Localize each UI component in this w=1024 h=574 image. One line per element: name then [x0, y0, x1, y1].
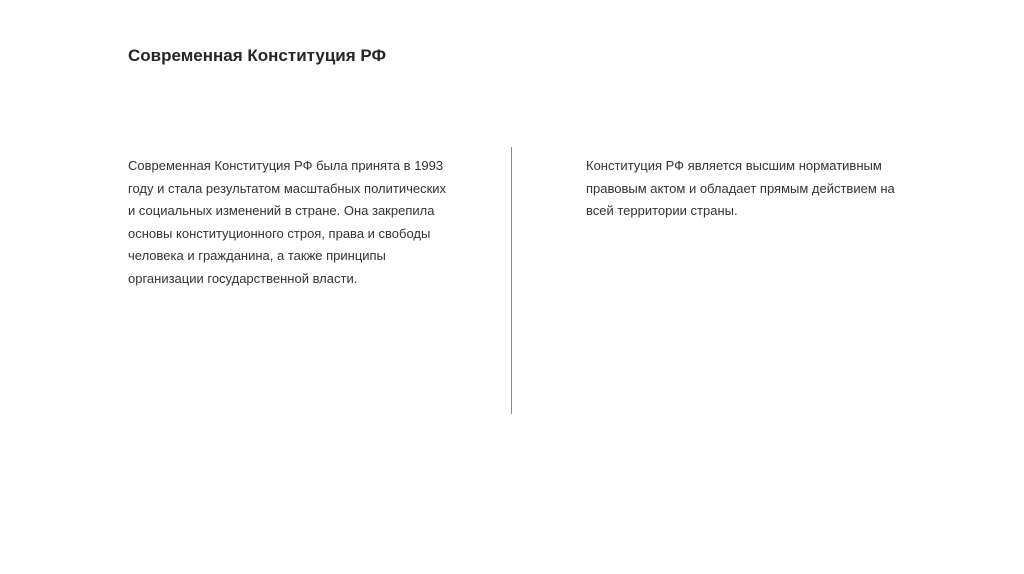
text-line: всей территории страны. — [586, 203, 738, 219]
text-line: Современная Конституция РФ была принята в 1993 — [128, 158, 444, 173]
text-line: году и стала результатом масштабных политических — [128, 180, 447, 196]
text-line: организации государственной власти. — [128, 270, 358, 286]
text-line: и социальных изменений в стране. Она закрепила — [128, 203, 435, 219]
text-line: человека и гражданина, а также принципы — [128, 248, 386, 264]
right-paragraph — [586, 155, 926, 223]
text-line: Конституция РФ является высшим нормативным — [586, 158, 882, 173]
slide-title: Современная Конституция РФ — [128, 46, 387, 65]
left-text-column — [128, 155, 478, 291]
text-line: правовым актом и обладает прямым действием на — [586, 180, 895, 196]
left-paragraph — [128, 155, 478, 291]
text-line: основы конституционного строя, права и свободы — [128, 225, 431, 241]
right-text-column — [586, 155, 926, 223]
column-divider — [511, 147, 512, 414]
